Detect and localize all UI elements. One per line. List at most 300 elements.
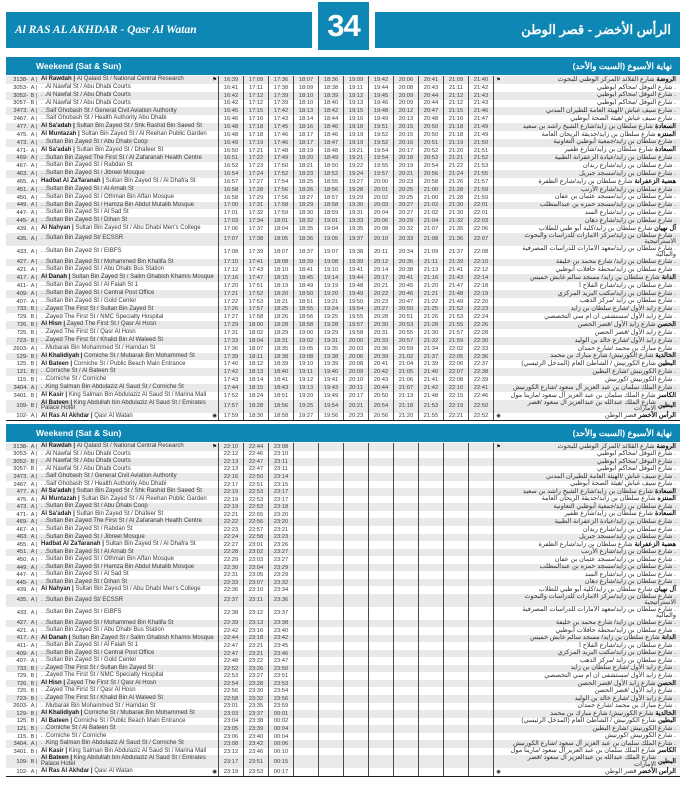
- stop-name-ar: . شارع مبارك بن محمد /شارع حمدان: [577, 344, 676, 352]
- time-cell: 21:59: [444, 337, 469, 345]
- stop-code: 723-: [16, 337, 28, 344]
- time-cell: 19:13: [294, 384, 319, 392]
- time-cell: 17:00: [219, 202, 244, 210]
- stop-name-ar: . شارع سلطان بن زايد/مسجد حمزه بن عبدالمطلب: [539, 201, 676, 209]
- time-cell: [344, 511, 369, 519]
- stop-code: 125.: [16, 718, 28, 725]
- time-cell: 20:23: [344, 413, 369, 421]
- marker-cell: [494, 147, 503, 155]
- time-cell: 21:19: [444, 139, 469, 147]
- time-cell: 23:05: [244, 571, 269, 579]
- marker-cell: [494, 586, 503, 594]
- stop-area: A |: [30, 259, 38, 266]
- stop-name: . .Corniche St / Al Bateen St: [41, 368, 116, 375]
- time-cell: [444, 534, 469, 542]
- stop-cell: [6, 725, 219, 733]
- stop-area: A |: [30, 225, 38, 232]
- stop-cell: [6, 496, 219, 504]
- time-cell: [394, 680, 419, 688]
- time-cell: [369, 748, 394, 756]
- time-cell: [319, 451, 344, 459]
- time-cell: 21:43: [444, 274, 469, 282]
- stop-cell: [6, 100, 219, 108]
- time-cell: [294, 755, 319, 768]
- time-cell: [469, 526, 494, 534]
- time-cell: [344, 473, 369, 481]
- time-cell: 21:09: [419, 246, 444, 259]
- time-cell: [419, 695, 444, 703]
- time-cell: [369, 466, 394, 474]
- time-cell: [319, 594, 344, 607]
- time-cell: [394, 541, 419, 549]
- time-cell: 21:57: [444, 329, 469, 337]
- time-cell: [469, 594, 494, 607]
- time-cell: 23:11: [244, 594, 269, 607]
- stop-name: . .Saif Ghobash St / General Civil Aviation Authority: [41, 107, 177, 114]
- time-cell: 21:34: [419, 345, 444, 353]
- time-cell: 19:51: [369, 123, 394, 131]
- stop-name-ar: الحصن شارع زايد الأول /قصر الحصن: [577, 679, 676, 687]
- time-cell: 23:20: [269, 511, 294, 519]
- time-cell: [394, 564, 419, 572]
- time-cell: [319, 733, 344, 741]
- time-cell: 18:58: [319, 202, 344, 210]
- time-cell: [344, 657, 369, 665]
- marker-cell: [494, 549, 503, 557]
- time-cell: 23:28: [244, 680, 269, 688]
- time-cell: [369, 718, 394, 726]
- time-cell: 21:20: [444, 147, 469, 155]
- time-cell: [344, 488, 369, 496]
- stop-cell: [6, 541, 219, 549]
- marker-cell: [494, 642, 503, 650]
- time-cell: 18:17: [294, 131, 319, 139]
- time-cell: [294, 718, 319, 726]
- stop-area: A |: [30, 635, 38, 642]
- stop-cell: [6, 672, 219, 680]
- stop-name: . .Sultan Bin Zayed St / Abu Dhabi Bus Station: [41, 627, 165, 634]
- time-cell: 21:47: [469, 115, 494, 123]
- route-start-icon: ⚑: [212, 443, 217, 450]
- time-cell: 23:53: [269, 680, 294, 688]
- time-cell: 22:19: [219, 496, 244, 504]
- time-cell: 21:28: [444, 186, 469, 194]
- marker-cell: [494, 400, 503, 413]
- time-cell: 21:40: [469, 76, 494, 84]
- time-cell: [344, 607, 369, 620]
- stop-name-ar: . شارع سلطان بن زايد/ شارع محمد بن خليفة: [555, 258, 676, 266]
- stop-code: 3057-: [13, 100, 28, 107]
- marker-cell: [494, 329, 503, 337]
- time-cell: 20:02: [369, 194, 394, 202]
- time-cell: 21:28: [444, 194, 469, 202]
- time-cell: 22:50: [469, 400, 494, 413]
- stop-code: 467-: [16, 526, 28, 533]
- stop-area: A |: [30, 267, 38, 274]
- table-row: [6, 687, 680, 695]
- time-cell: [369, 665, 394, 673]
- time-cell: [394, 556, 419, 564]
- stop-area: A |: [30, 147, 38, 154]
- stop-area: A |: [30, 139, 38, 146]
- time-cell: [394, 650, 419, 658]
- marker-cell: [494, 579, 503, 587]
- time-cell: [344, 458, 369, 466]
- time-cell: 18:55: [294, 306, 319, 314]
- time-cell: [319, 672, 344, 680]
- time-cell: [394, 657, 419, 665]
- time-cell: 21:05: [394, 368, 419, 376]
- time-cell: [294, 768, 319, 776]
- time-cell: [344, 586, 369, 594]
- time-cell: 20:45: [394, 282, 419, 290]
- stop-code: 449.: [16, 564, 28, 571]
- stop-cell: [6, 92, 219, 100]
- time-cell: 17:40: [219, 360, 244, 368]
- time-cell: 23:06: [219, 733, 244, 741]
- time-cell: 23:13: [244, 620, 269, 628]
- time-cell: 20:51: [419, 139, 444, 147]
- time-cell: [419, 755, 444, 768]
- time-cell: 19:12: [344, 92, 369, 100]
- stop-code: 733.: [16, 665, 28, 672]
- time-cell: 19:49: [369, 115, 394, 123]
- time-cell: 22:33: [469, 345, 494, 353]
- time-cell: 22:47: [219, 650, 244, 658]
- time-cell: 19:55: [369, 162, 394, 170]
- time-cell: [444, 748, 469, 756]
- time-cell: 18:25: [269, 306, 294, 314]
- time-cell: 19:19: [344, 139, 369, 147]
- stop-name: . .Sultan Bin Zayed St / Al Falah St 1: [41, 282, 139, 289]
- stop-cell: [6, 353, 219, 361]
- time-cell: 23:10: [269, 451, 294, 459]
- marker-cell: [494, 100, 503, 108]
- time-cell: [419, 451, 444, 459]
- time-cell: [319, 665, 344, 673]
- time-cell: 19:57: [344, 321, 369, 329]
- stop-area: A |: [30, 282, 38, 289]
- time-cell: [444, 556, 469, 564]
- time-cell: 18:31: [269, 337, 294, 345]
- time-cell: 19:39: [319, 360, 344, 368]
- time-cell: [369, 541, 394, 549]
- time-cell: 19:43: [319, 384, 344, 392]
- time-cell: 22:01: [469, 202, 494, 210]
- stop-area: B |: [30, 361, 38, 368]
- time-cell: 23:12: [244, 607, 269, 620]
- time-cell: 18:20: [294, 154, 319, 162]
- timetable-section-1: [6, 76, 680, 421]
- time-cell: [294, 733, 319, 741]
- time-cell: [369, 642, 394, 650]
- marker-cell: [494, 123, 503, 131]
- time-cell: 18:39: [269, 360, 294, 368]
- time-cell: [394, 511, 419, 519]
- time-cell: 16:51: [219, 154, 244, 162]
- time-cell: 22:03: [469, 217, 494, 225]
- time-cell: [369, 503, 394, 511]
- time-cell: [319, 541, 344, 549]
- time-cell: 21:26: [444, 178, 469, 186]
- time-cell: 17:58: [269, 202, 294, 210]
- time-cell: 21:55: [469, 170, 494, 178]
- stop-area: B |: [30, 733, 38, 740]
- time-cell: 23:42: [244, 740, 269, 748]
- time-cell: [344, 665, 369, 673]
- stop-cell: [6, 488, 219, 496]
- stop-name-ar: . شارع سلطان بن زايد/شارع الأرنب: [581, 185, 676, 193]
- time-cell: 23:38: [269, 620, 294, 628]
- time-cell: 19:30: [344, 202, 369, 210]
- stop-cell: [6, 526, 219, 534]
- stop-name-ar: . شارع الملك سلمان بن عبد العزيز آل سعود /شارع الكورنيش: [512, 383, 676, 391]
- stop-name: . .Zayed The First St / Qasr Al Hosn: [41, 687, 136, 694]
- stop-area: B |: [30, 718, 38, 725]
- time-cell: [419, 473, 444, 481]
- stop-name-ar: . شارع النوفل /محاكم ابوظبي: [596, 450, 676, 458]
- stop-name: . .Sultan Bin Zayed St / Othman Bin Affan Mosque: [41, 556, 174, 563]
- time-cell: [394, 579, 419, 587]
- time-cell: 22:33: [219, 579, 244, 587]
- stop-name: Al Bateen | King Abdullah bin Abdulaziz Al Saud St / Emirates Palace Hotel: [41, 399, 206, 412]
- time-cell: [394, 458, 419, 466]
- time-cell: 20:17: [369, 274, 394, 282]
- stop-code: 445-: [16, 579, 28, 586]
- time-cell: 18:43: [269, 384, 294, 392]
- stop-name-ar: . شارع الكورنيش /شارع البطين: [592, 724, 676, 732]
- time-cell: [294, 503, 319, 511]
- stop-name: . .Saif Ghobash St / General Civil Aviation Authority: [41, 473, 177, 480]
- time-cell: 20:56: [419, 170, 444, 178]
- time-cell: [469, 768, 494, 776]
- marker-cell: [494, 321, 503, 329]
- time-cell: [344, 451, 369, 459]
- marker-cell: [494, 635, 503, 643]
- time-cell: 21:00: [419, 194, 444, 202]
- time-cell: [319, 518, 344, 526]
- time-cell: [444, 518, 469, 526]
- time-cell: 17:57: [244, 306, 269, 314]
- time-cell: 23:40: [269, 627, 294, 635]
- time-cell: 18:35: [269, 345, 294, 353]
- marker-cell: [494, 209, 503, 217]
- time-cell: 18:40: [269, 368, 294, 376]
- time-cell: [294, 466, 319, 474]
- stop-cell: [6, 642, 219, 650]
- time-cell: 22:48: [219, 657, 244, 665]
- time-cell: 18:14: [294, 115, 319, 123]
- stop-name-ar: . شارع زايد الأول /مستشفى ان ام سي التخصصي: [544, 313, 676, 321]
- time-cell: 20:50: [369, 392, 394, 400]
- stop-name-ar: . شارع الكورنيش /كورنيش: [604, 375, 676, 383]
- time-cell: [394, 687, 419, 695]
- time-cell: 23:36: [269, 594, 294, 607]
- time-cell: 18:52: [319, 170, 344, 178]
- route-title-ar: الرأس الأخضر - قصر الوطن: [521, 22, 671, 37]
- time-cell: 17:36: [219, 345, 244, 353]
- time-cell: 21:48: [419, 392, 444, 400]
- time-cell: [419, 687, 444, 695]
- time-cell: [294, 710, 319, 718]
- time-cell: 21:18: [444, 123, 469, 131]
- time-cell: [369, 451, 394, 459]
- stop-area: A |: [30, 519, 38, 526]
- time-cell: [294, 451, 319, 459]
- stop-name-ar: الخالدية شارع الكورنيش/ شارع مبارك بن محمد: [550, 709, 676, 717]
- time-cell: 23:27: [269, 556, 294, 564]
- time-cell: [369, 627, 394, 635]
- time-cell: 23:17: [269, 496, 294, 504]
- marker-cell: [494, 107, 503, 115]
- time-cell: [344, 564, 369, 572]
- time-cell: [394, 518, 419, 526]
- stop-area: B |: [30, 369, 38, 376]
- marker-cell: [494, 511, 503, 519]
- time-cell: 21:20: [394, 413, 419, 421]
- stop-cell: [6, 627, 219, 635]
- stop-name-ar: . شارع سلطان بن زايد /مركز الذهب: [579, 656, 676, 664]
- time-cell: [469, 680, 494, 688]
- stop-name-ar: الحصن شارع زايد الأول /قصر الحصن: [577, 320, 676, 328]
- time-cell: 17:06: [219, 225, 244, 233]
- stop-name-ar: . شارع النوفل /محاكم ابوظبي: [596, 99, 676, 107]
- time-cell: 20:22: [369, 290, 394, 298]
- time-cell: 21:41: [444, 266, 469, 274]
- time-cell: 18:58: [294, 321, 319, 329]
- time-cell: 20:46: [394, 290, 419, 298]
- time-cell: 20:03: [344, 345, 369, 353]
- stop-area: A |: [30, 496, 38, 503]
- time-cell: 18:38: [319, 84, 344, 92]
- stop-name-ar: آل نهيان شارع سلطان بن زايد/كلية أبو ظبي للطلاب: [538, 585, 676, 593]
- time-cell: [344, 466, 369, 474]
- time-cell: 23:04: [244, 564, 269, 572]
- stop-area: A |: [30, 171, 38, 178]
- stop-code: 407-: [16, 298, 28, 305]
- time-cell: [319, 564, 344, 572]
- stop-code: 3052-: [13, 458, 28, 465]
- time-cell: 00:15: [269, 755, 294, 768]
- time-cell: [469, 556, 494, 564]
- stop-code: 2467.: [13, 116, 28, 123]
- time-cell: [319, 695, 344, 703]
- stop-name: . .Sultan Bin Zayed St / Rabdan St: [41, 525, 133, 532]
- time-cell: 19:20: [294, 392, 319, 400]
- stop-name-ar: . شارع سلطان بن زايد /مركز الذهب: [579, 297, 676, 305]
- table-row: [6, 282, 680, 290]
- time-cell: [344, 579, 369, 587]
- time-cell: 20:58: [419, 178, 444, 186]
- time-cell: 17:49: [269, 154, 294, 162]
- stop-code: 115.: [17, 377, 28, 384]
- time-cell: [469, 549, 494, 557]
- time-cell: 19:40: [319, 368, 344, 376]
- time-cell: 20:15: [394, 131, 419, 139]
- time-cell: 20:27: [394, 209, 419, 217]
- stop-code: 411-: [16, 282, 28, 289]
- time-cell: 19:37: [344, 233, 369, 246]
- time-cell: 20:48: [419, 115, 444, 123]
- time-cell: 17:37: [244, 225, 269, 233]
- time-cell: [294, 488, 319, 496]
- time-cell: [294, 526, 319, 534]
- marker-cell: [494, 571, 503, 579]
- stop-cell: [6, 511, 219, 519]
- time-cell: 21:39: [419, 360, 444, 368]
- time-cell: 19:31: [319, 337, 344, 345]
- time-cell: [469, 511, 494, 519]
- time-cell: 22:56: [219, 687, 244, 695]
- stop-code: 3057-: [13, 466, 28, 473]
- time-cell: 19:41: [344, 266, 369, 274]
- time-cell: 21:57: [469, 178, 494, 186]
- time-cell: 21:07: [394, 384, 419, 392]
- time-cell: 21:37: [419, 353, 444, 361]
- time-cell: [294, 687, 319, 695]
- time-cell: 20:28: [369, 313, 394, 321]
- time-cell: [319, 511, 344, 519]
- time-cell: 16:57: [219, 178, 244, 186]
- time-cell: 23:20: [269, 518, 294, 526]
- time-cell: 23:22: [244, 657, 269, 665]
- stop-code: 463.: [16, 534, 28, 541]
- time-cell: 18:15: [269, 274, 294, 282]
- time-cell: [419, 466, 444, 474]
- time-cell: 17:45: [269, 123, 294, 131]
- time-cell: [394, 594, 419, 607]
- stop-name: . .King Salman Bin Abdulaziz Al Saud St / Corniche St: [41, 740, 184, 747]
- time-cell: [444, 680, 469, 688]
- stop-name: . .Saif Ghobash St / Health Authority Abu Dhabi: [41, 480, 167, 487]
- stop-code: 723-: [16, 695, 28, 702]
- time-cell: [444, 466, 469, 474]
- time-cell: 20:11: [369, 246, 394, 259]
- stop-name: . .Zayed The First St / Khalid Bin Al Waleed St: [41, 695, 164, 701]
- stop-code: 3053-: [13, 451, 28, 458]
- time-cell: [294, 458, 319, 466]
- stop-code: 102-: [16, 413, 28, 420]
- stop-name: . .Al Nawfal St / Abu Dhabi Courts: [41, 99, 131, 106]
- time-cell: 20:17: [394, 147, 419, 155]
- time-cell: 18:36: [319, 76, 344, 84]
- time-cell: 18:46: [319, 131, 344, 139]
- time-cell: 19:25: [294, 400, 319, 413]
- time-cell: [419, 586, 444, 594]
- time-cell: [469, 503, 494, 511]
- time-cell: 00:06: [269, 740, 294, 748]
- time-cell: 22:22: [219, 518, 244, 526]
- time-cell: [369, 556, 394, 564]
- time-cell: 19:28: [344, 186, 369, 194]
- time-cell: [344, 755, 369, 768]
- stop-name: Hadbat Al Za'faranah | Sultan Bin Zayed St / Al Dhafra St: [41, 178, 196, 185]
- time-cell: 19:19: [344, 131, 369, 139]
- time-cell: [469, 733, 494, 741]
- time-cell: 21:37: [444, 246, 469, 259]
- table-row: [6, 607, 680, 620]
- time-cell: [394, 473, 419, 481]
- time-cell: 17:59: [219, 413, 244, 421]
- table-row: [6, 451, 680, 459]
- stop-cell: [6, 115, 219, 123]
- marker-cell: [494, 650, 503, 658]
- time-cell: [369, 710, 394, 718]
- time-cell: 22:21: [444, 413, 469, 421]
- stop-name: . .Sultan Bin Zayed St / Al Arnab St: [41, 548, 134, 555]
- time-cell: [294, 481, 319, 489]
- time-cell: 22:08: [444, 376, 469, 384]
